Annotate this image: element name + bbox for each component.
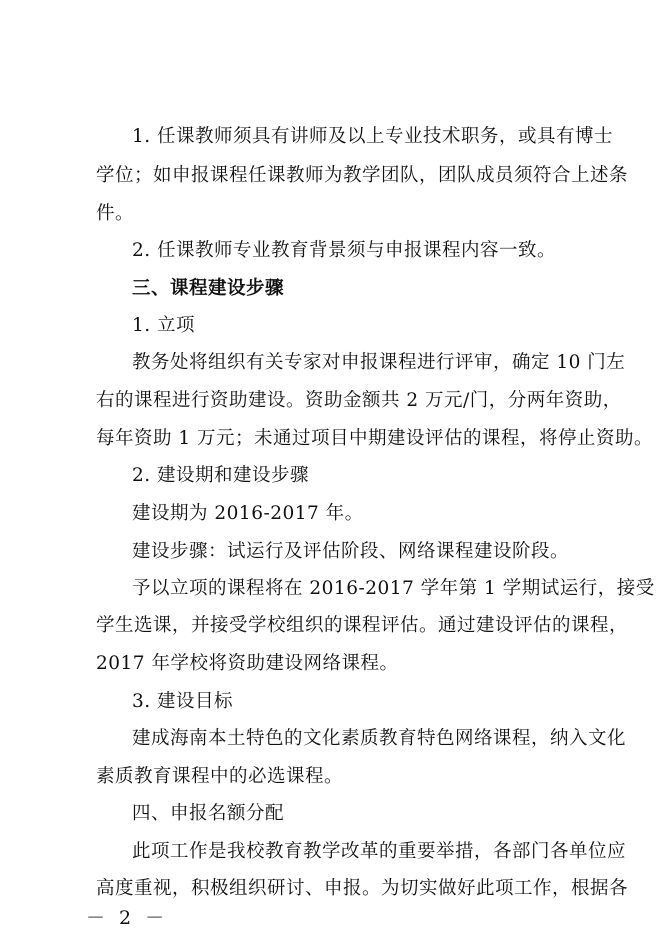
page-number: － 2 － — [86, 907, 169, 929]
paragraph-line: 2. 任课教师专业教育背景须与申报课程内容一致。 — [132, 240, 557, 261]
paragraph-line: 学位；如申报课程任课教师为教学团队，团队成员须符合上述条 — [96, 165, 629, 186]
paragraph-line: 予以立项的课程将在 2016-2017 学年第 1 学期试运行，接受 — [132, 578, 655, 599]
subsection-heading: 1. 立项 — [132, 315, 196, 336]
subsection-heading: 3. 建设目标 — [132, 691, 234, 712]
paragraph-line: 素质教育课程中的必选课程。 — [96, 766, 344, 787]
section-heading: 四、申报名额分配 — [132, 803, 285, 824]
paragraph-line: 1. 任课教师须具有讲师及以上专业技术职务，或具有博士 — [132, 126, 614, 147]
paragraph-line: 此项工作是我校教育教学改革的重要举措，各部门各单位应 — [132, 841, 627, 862]
paragraph-line: 2017 年学校将资助建设网络课程。 — [96, 653, 399, 674]
paragraph-line: 教务处将组织有关专家对申报课程进行评审，确定 10 门左 — [132, 352, 626, 373]
subsection-heading: 2. 建设期和建设步骤 — [132, 465, 310, 486]
section-heading: 三、课程建设步骤 — [132, 278, 285, 299]
paragraph-line: 右的课程进行资助建设。资助金额共 2 万元/门，分两年资助， — [96, 390, 622, 411]
paragraph-line: 建成海南本土特色的文化素质教育特色网络课程，纳入文化 — [132, 728, 627, 749]
paragraph-line: 建设期为 2016-2017 年。 — [132, 503, 364, 524]
paragraph-line: 建设步骤：试运行及评估阶段、网络课程建设阶段。 — [132, 541, 570, 562]
paragraph-line: 高度重视，积极组织研讨、申报。为切实做好此项工作，根据各 — [96, 878, 629, 899]
paragraph-line: 每年资助 1 万元；未通过项目中期建设评估的课程，将停止资助。 — [96, 428, 654, 449]
paragraph-line: 件。 — [96, 203, 135, 224]
paragraph-line: 学生选课，并接受学校组织的课程评估。通过建设评估的课程， — [96, 615, 629, 636]
